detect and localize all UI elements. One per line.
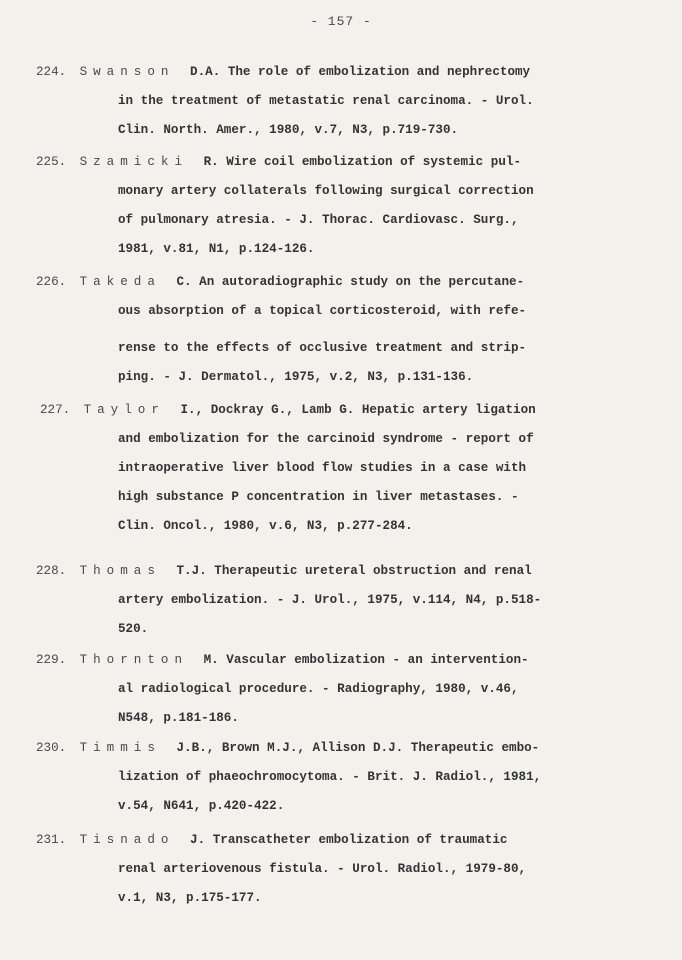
reference-line: high substance P concentration in liver metastases. - (118, 490, 519, 504)
reference-number: 226. (36, 275, 67, 289)
reference-author: Szamicki (79, 155, 189, 169)
reference-first-line (36, 58, 656, 87)
reference-line: 1981, v.81, N1, p.124-126. (118, 242, 315, 256)
reference-line: Clin. North. Amer., 1980, v.7, N3, p.719-730. (118, 123, 459, 137)
reference-author: Taylor (83, 403, 165, 417)
reference-number: 229. (36, 653, 67, 667)
reference-227 (40, 396, 660, 541)
reference-number: 225. (36, 155, 67, 169)
reference-text: I., Dockray G., Lamb G. Hepatic artery ligation (180, 403, 536, 417)
reference-first-line (36, 148, 656, 177)
reference-224 (36, 58, 656, 145)
reference-text: J. Transcatheter embolization of traumatic (190, 833, 508, 847)
reference-225 (36, 148, 656, 264)
reference-first-line (36, 646, 656, 675)
reference-line: renal arteriovenous fistula. - Urol. Radiol., 1979-80, (118, 862, 527, 876)
reference-231 (36, 826, 656, 913)
reference-line: intraoperative liver blood flow studies in a case with (118, 461, 527, 475)
reference-line: Clin. Oncol., 1980, v.6, N3, p.277-284. (118, 519, 413, 533)
reference-number: 228. (36, 564, 67, 578)
reference-line: 520. (118, 622, 149, 636)
reference-author: Takeda (79, 275, 161, 289)
reference-text: D.A. The role of embolization and nephrectomy (190, 65, 531, 79)
reference-author: Tisnado (79, 833, 175, 847)
page-number: - 157 - (310, 14, 372, 29)
reference-first-line (40, 396, 660, 425)
reference-229 (36, 646, 656, 733)
reference-line: and embolization for the carcinoid syndrome - report of (118, 432, 534, 446)
reference-230 (36, 734, 656, 821)
reference-number: 231. (36, 833, 67, 847)
reference-number: 224. (36, 65, 67, 79)
reference-line: of pulmonary atresia. - J. Thorac. Cardiovasc. Surg., (118, 213, 519, 227)
reference-text: M. Vascular embolization - an intervention- (203, 653, 529, 667)
reference-number: 227. (40, 403, 71, 417)
reference-line: monary artery collaterals following surgical correction (118, 184, 534, 198)
reference-text: J.B., Brown M.J., Allison D.J. Therapeutic embo- (176, 741, 540, 755)
reference-text: T.J. Therapeutic ureteral obstruction and renal (176, 564, 532, 578)
reference-line: rense to the effects of occlusive treatment and strip- (118, 341, 527, 355)
reference-line: N548, p.181-186. (118, 711, 239, 725)
reference-first-line (36, 826, 656, 855)
reference-author: Thomas (79, 564, 161, 578)
reference-226 (36, 268, 656, 392)
reference-line: v.54, N641, p.420-422. (118, 799, 285, 813)
reference-number: 230. (36, 741, 67, 755)
reference-text: C. An autoradiographic study on the percutane- (176, 275, 525, 289)
reference-first-line (36, 557, 656, 586)
reference-author: Swanson (79, 65, 175, 79)
reference-text: R. Wire coil embolization of systemic pul- (203, 155, 522, 169)
reference-author: Thornton (79, 653, 189, 667)
reference-line: artery embolization. - J. Urol., 1975, v.114, N4, p.518- (118, 593, 542, 607)
reference-first-line (36, 268, 656, 297)
reference-line: ping. - J. Dermatol., 1975, v.2, N3, p.131-136. (118, 370, 474, 384)
reference-line: in the treatment of metastatic renal carcinoma. - Urol. (118, 94, 534, 108)
reference-228 (36, 557, 656, 644)
reference-line: ous absorption of a topical corticosteroid, with refe- (118, 304, 527, 318)
reference-line: al radiological procedure. - Radiography, 1980, v.46, (118, 682, 519, 696)
reference-line: lization of phaeochromocytoma. - Brit. J. Radiol., 1981, (118, 770, 542, 784)
reference-first-line (36, 734, 656, 763)
reference-author: Timmis (79, 741, 161, 755)
reference-line: v.1, N3, p.175-177. (118, 891, 262, 905)
